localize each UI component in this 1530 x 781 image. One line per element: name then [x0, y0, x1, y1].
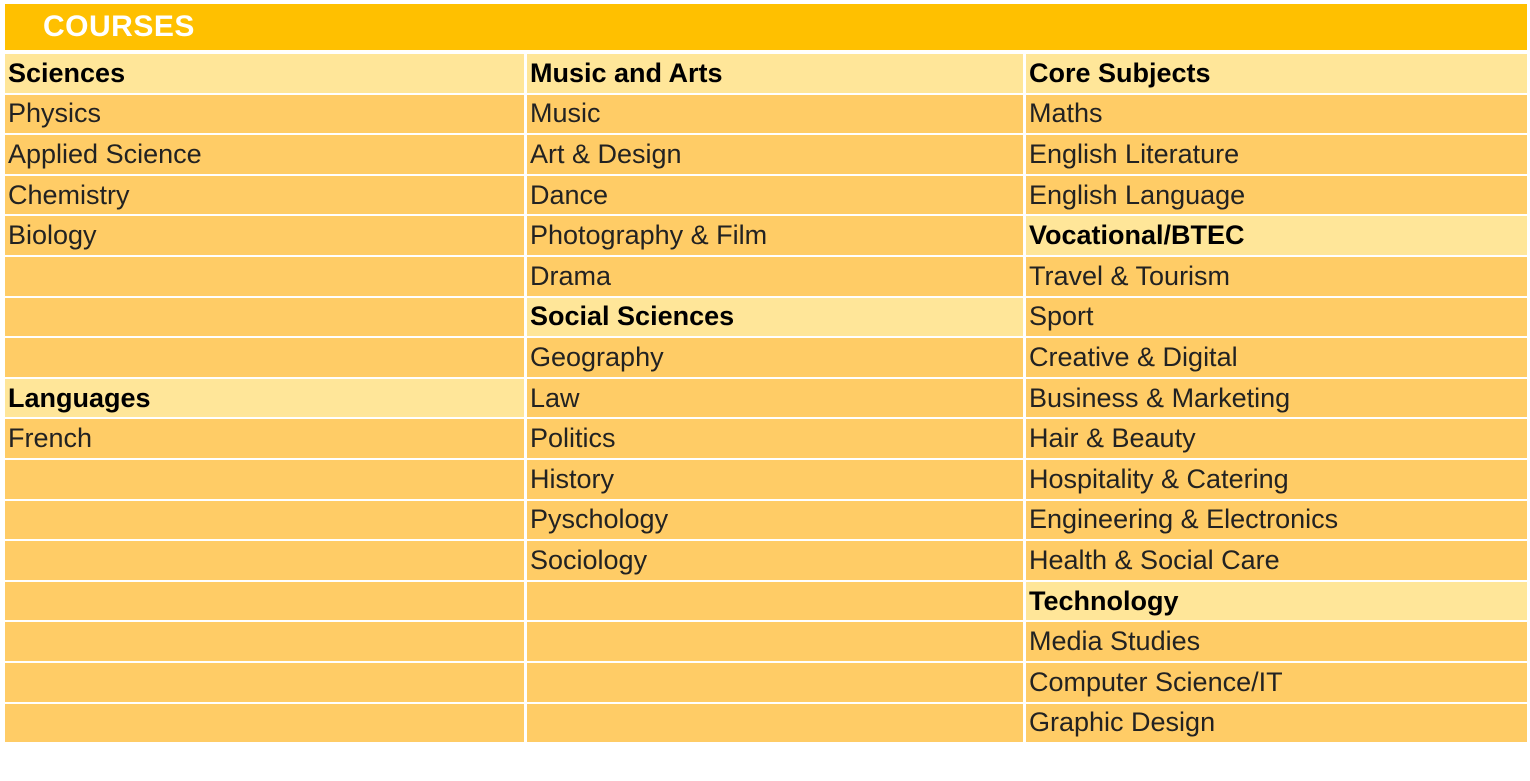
course-item: Pyschology [527, 501, 1026, 542]
category-header: Social Sciences [527, 298, 1026, 339]
category-header: Music and Arts [527, 54, 1026, 95]
course-item: Music [527, 95, 1026, 136]
empty-cell [5, 298, 527, 339]
empty-cell [5, 622, 527, 663]
empty-cell [5, 501, 527, 542]
course-item: Hair & Beauty [1026, 419, 1527, 460]
course-item: Health & Social Care [1026, 541, 1527, 582]
table-row [5, 501, 1527, 542]
course-item: Computer Science/IT [1026, 663, 1527, 704]
course-item: Chemistry [5, 176, 527, 217]
empty-cell [5, 460, 527, 501]
page-title: COURSES [5, 4, 1527, 50]
course-item: Creative & Digital [1026, 338, 1527, 379]
table-row [5, 257, 1527, 298]
course-item: Media Studies [1026, 622, 1527, 663]
empty-cell [5, 257, 527, 298]
table-row [5, 379, 1527, 420]
courses-page [5, 4, 1527, 744]
course-item: History [527, 460, 1026, 501]
course-item: French [5, 419, 527, 460]
empty-cell [527, 663, 1026, 704]
empty-cell [5, 704, 527, 745]
course-item: Engineering & Electronics [1026, 501, 1527, 542]
category-header: Core Subjects [1026, 54, 1527, 95]
table-row [5, 135, 1527, 176]
course-item: Applied Science [5, 135, 527, 176]
course-item: Dance [527, 176, 1026, 217]
empty-cell [527, 582, 1026, 623]
course-item: Photography & Film [527, 216, 1026, 257]
empty-cell [5, 541, 527, 582]
category-header: Vocational/BTEC [1026, 216, 1527, 257]
course-item: Biology [5, 216, 527, 257]
category-header: Languages [5, 379, 527, 420]
table-row [5, 298, 1527, 339]
course-item: Graphic Design [1026, 704, 1527, 745]
course-item: English Language [1026, 176, 1527, 217]
empty-cell [5, 582, 527, 623]
course-item: English Literature [1026, 135, 1527, 176]
empty-cell [527, 704, 1026, 745]
course-item: Art & Design [527, 135, 1026, 176]
table-row [5, 663, 1527, 704]
course-item: Hospitality & Catering [1026, 460, 1527, 501]
course-item: Business & Marketing [1026, 379, 1527, 420]
course-item: Law [527, 379, 1026, 420]
course-item: Maths [1026, 95, 1527, 136]
courses-table-body [5, 54, 1527, 744]
empty-cell [527, 622, 1026, 663]
table-row [5, 419, 1527, 460]
table-row [5, 704, 1527, 745]
course-item: Politics [527, 419, 1026, 460]
table-row [5, 622, 1527, 663]
table-row [5, 176, 1527, 217]
course-item: Sociology [527, 541, 1026, 582]
course-item: Drama [527, 257, 1026, 298]
empty-cell [5, 663, 527, 704]
category-header: Sciences [5, 54, 527, 95]
course-item: Physics [5, 95, 527, 136]
empty-cell [5, 338, 527, 379]
table-row [5, 460, 1527, 501]
course-item: Geography [527, 338, 1026, 379]
course-item: Travel & Tourism [1026, 257, 1527, 298]
category-header: Technology [1026, 582, 1527, 623]
table-row [5, 582, 1527, 623]
course-item: Sport [1026, 298, 1527, 339]
table-row [5, 338, 1527, 379]
table-row [5, 54, 1527, 95]
courses-table [5, 54, 1527, 744]
table-row [5, 216, 1527, 257]
table-row [5, 541, 1527, 582]
table-row [5, 95, 1527, 136]
